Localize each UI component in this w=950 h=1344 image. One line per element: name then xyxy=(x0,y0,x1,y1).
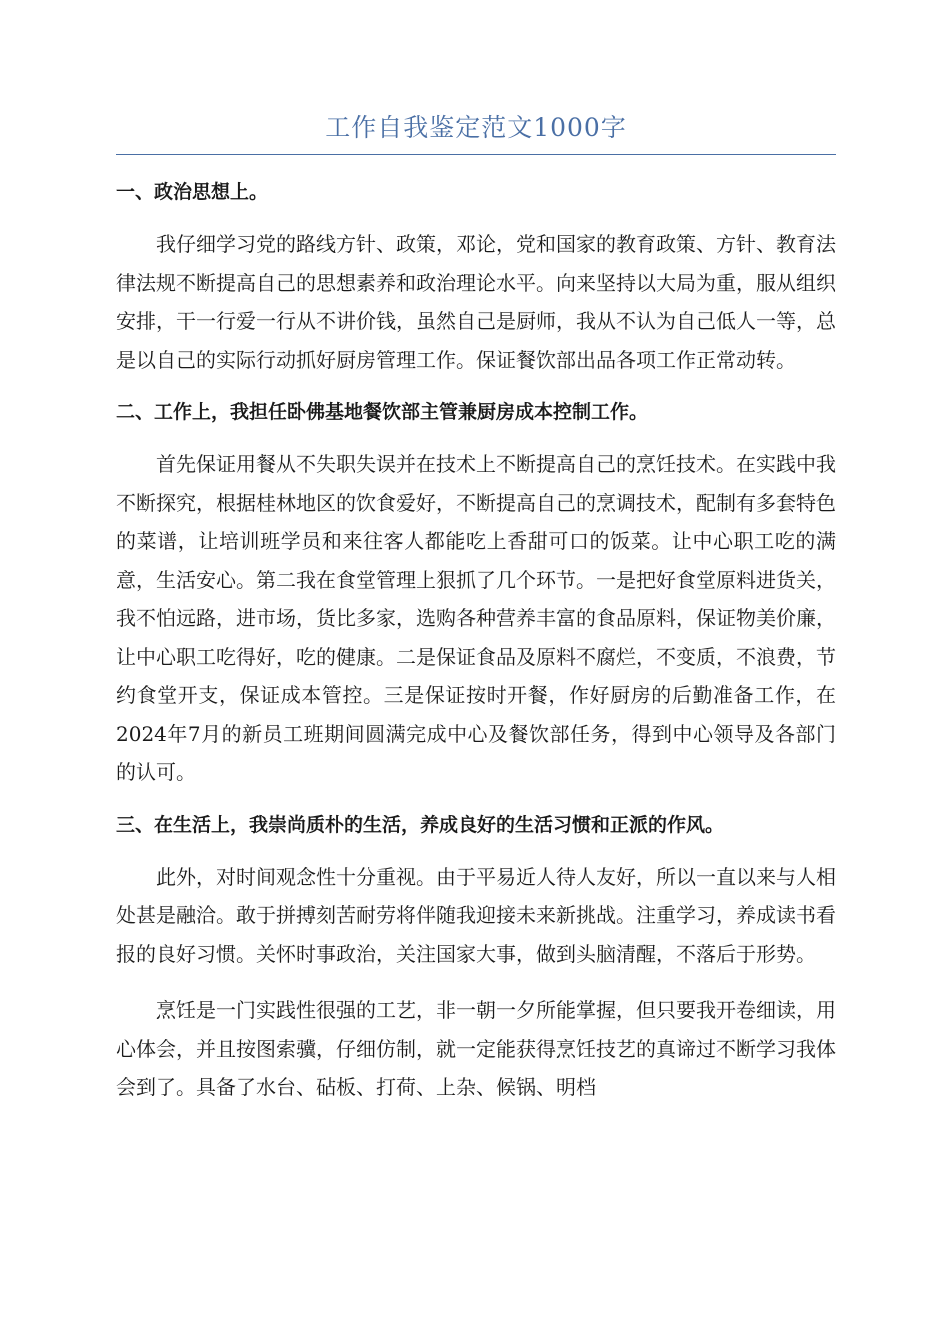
section-paragraph: 烹饪是一门实践性很强的工艺，非一朝一夕所能掌握，但只要我开卷细读，用心体会，并且按图索骥，仔细仿制，就一定能获得烹饪技艺的真谛过不断学习我体会到了。具备了水台、砧板、打荷、上杂、候锅、明档 xyxy=(116,998,836,1099)
document-page xyxy=(116,108,836,1125)
section-heading: 一、政治思想上。 xyxy=(116,181,269,203)
section-paragraph: 我仔细学习党的路线方针、政策，邓论，党和国家的教育政策、方针、教育法律法规不断提高自己的思想素养和政治理论水平。向来坚持以大局为重，服从组织安排，干一行爱一行从不讲价钱，虽然自己是厨师，我从不认为自己低人一等，总是以自己的实际行动抓好厨房管理工作。保证餐饮部出品各项工作正常动转。 xyxy=(116,232,836,372)
section-paragraph: 首先保证用餐从不失职失误并在技术上不断提高自己的烹饪技术。在实践中我不断探究，根据桂林地区的饮食爱好，不断提高自己的烹调技术，配制有多套特色的菜谱，让培训班学员和来往客人都能吃上香甜可口的饭菜。让中心职工吃的满意，生活安心。第二我在食堂管理上狠抓了几个环节。一是把好食堂原料进货关，我不怕远路，进市场，货比多家，选购各种营养丰富的食品原料，保证物美价廉，让中心职工吃得好，吃的健康。二是保证食品及原料不腐烂，不变质，不浪费，节约食堂开支，保证成本管控。三是保证按时开餐，作好厨房的后勤准备工作，在2024年7月的新员工班期间圆满完成中心及餐饮部任务，得到中心领导及各部门的认可。 xyxy=(116,452,836,784)
section-political xyxy=(116,177,836,379)
title-block xyxy=(116,108,836,155)
section-paragraph: 此外，对时间观念性十分重视。由于平易近人待人友好，所以一直以来与人相处甚是融洽。敢于拼搏刻苦耐劳将伴随我迎接未来新挑战。注重学习，养成读书看报的良好习惯。关怀时事政治，关注国家大事，做到头脑清醒，不落后于形势。 xyxy=(116,864,836,966)
section-work xyxy=(116,397,836,792)
document-title: 工作自我鉴定范文1000字 xyxy=(325,113,627,142)
section-life xyxy=(116,810,836,1107)
section-heading: 二、工作上，我担任卧佛基地餐饮部主管兼厨房成本控制工作。 xyxy=(116,401,649,423)
section-heading: 三、在生活上，我崇尚质朴的生活，养成良好的生活习惯和正派的作风。 xyxy=(116,813,725,836)
